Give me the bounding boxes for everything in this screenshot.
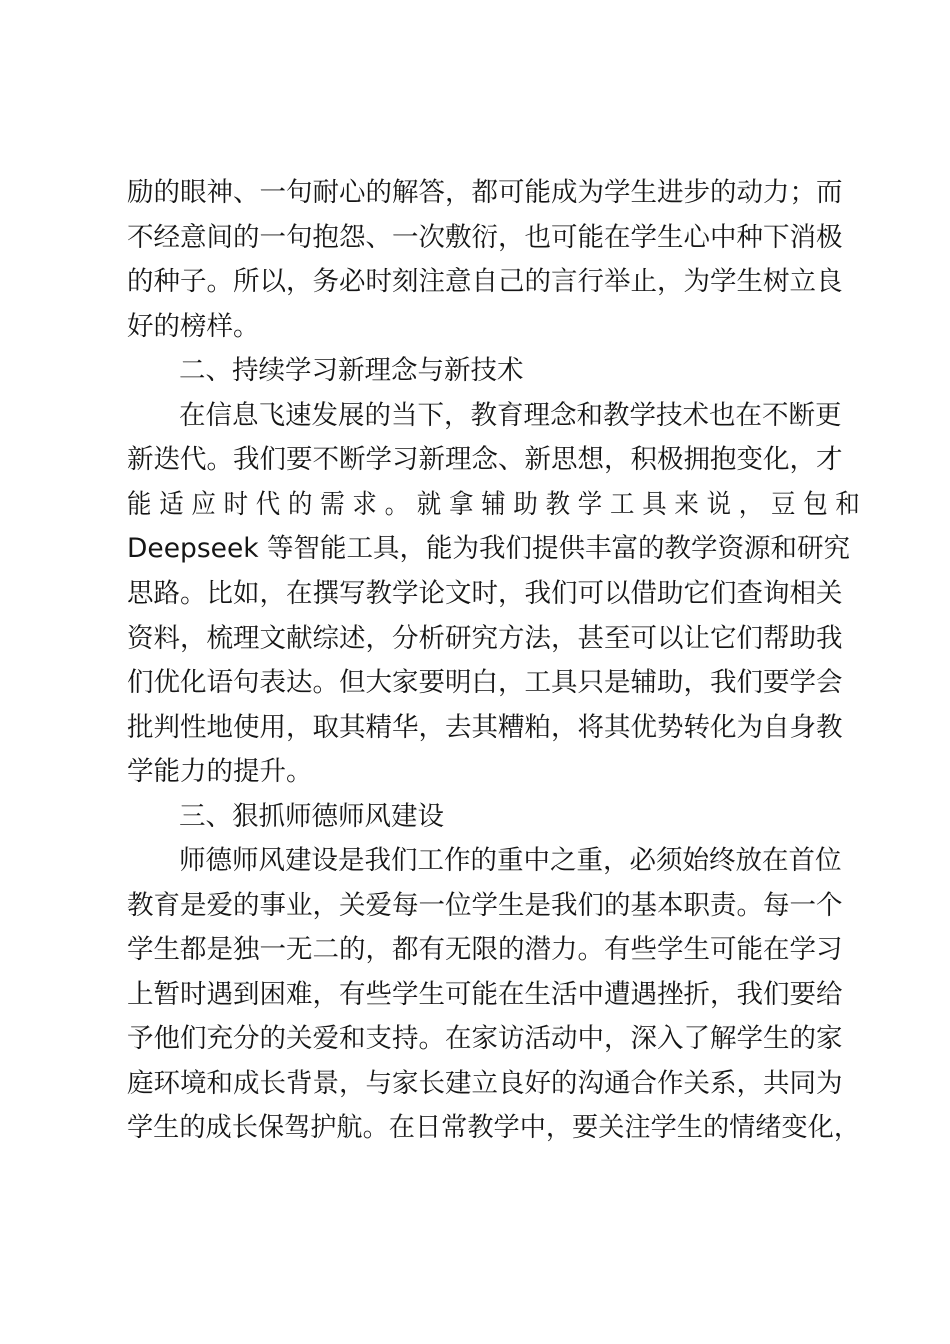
paragraph-line: 庭环境和成长背景，与家长建立良好的沟通合作关系，共同为 — [127, 1068, 843, 1099]
paragraph-line: 们优化语句表达。但大家要明白，工具只是辅助，我们要学会 — [127, 667, 843, 698]
paragraph-line: 好的榜样。 — [127, 311, 260, 342]
paragraph-line: 在信息飞速发展的当下，教育理念和教学技术也在不断更 — [179, 400, 842, 431]
paragraph-line: 教育是爱的事业，关爱每一位学生是我们的基本职责。每一个 — [127, 890, 843, 921]
paragraph-line: 励的眼神、一句耐心的解答，都可能成为学生进步的动力；而 — [127, 177, 843, 208]
paragraph-line: 不经意间的一句抱怨、一次敷衍，也可能在学生心中种下消极 — [127, 222, 843, 253]
paragraph-line: 师德师风建设是我们工作的重中之重，必须始终放在首位 — [179, 845, 842, 876]
section-heading-3: 三、狠抓师德师风建设 — [179, 801, 444, 832]
paragraph-line: Deepseek 等智能工具，能为我们提供丰富的教学资源和研究 — [127, 533, 851, 564]
paragraph-line: 资料，梳理文献综述，分析研究方法，甚至可以让它们帮助我 — [127, 623, 843, 654]
paragraph-line: 学生都是独一无二的，都有无限的潜力。有些学生可能在学习 — [127, 934, 843, 965]
paragraph-line: 学生的成长保驾护航。在日常教学中，要关注学生的情绪变化， — [127, 1112, 861, 1143]
section-heading-2: 二、持续学习新理念与新技术 — [179, 355, 524, 386]
paragraph-line: 新迭代。我们要不断学习新理念、新思想，积极拥抱变化，才 — [127, 444, 843, 475]
paragraph-line: 的种子。所以，务必时刻注意自己的言行举止，为学生树立良 — [127, 266, 843, 297]
paragraph-line: 批判性地使用，取其精华，去其糟粕，将其优势转化为自身教 — [127, 712, 843, 743]
paragraph-line: 思路。比如，在撰写教学论文时，我们可以借助它们查询相关 — [127, 578, 843, 609]
paragraph-line: 上暂时遇到困难，有些学生可能在生活中遭遇挫折，我们要给 — [127, 979, 843, 1010]
paragraph-line: 能 适 应 时 代 的 需 求 。 就 拿 辅 助 教 学 工 具 来 说 ， 豆 包 和 — [127, 489, 860, 520]
paragraph-line: 予他们充分的关爱和支持。在家访活动中，深入了解学生的家 — [127, 1023, 843, 1054]
paragraph-line: 学能力的提升。 — [127, 756, 313, 787]
